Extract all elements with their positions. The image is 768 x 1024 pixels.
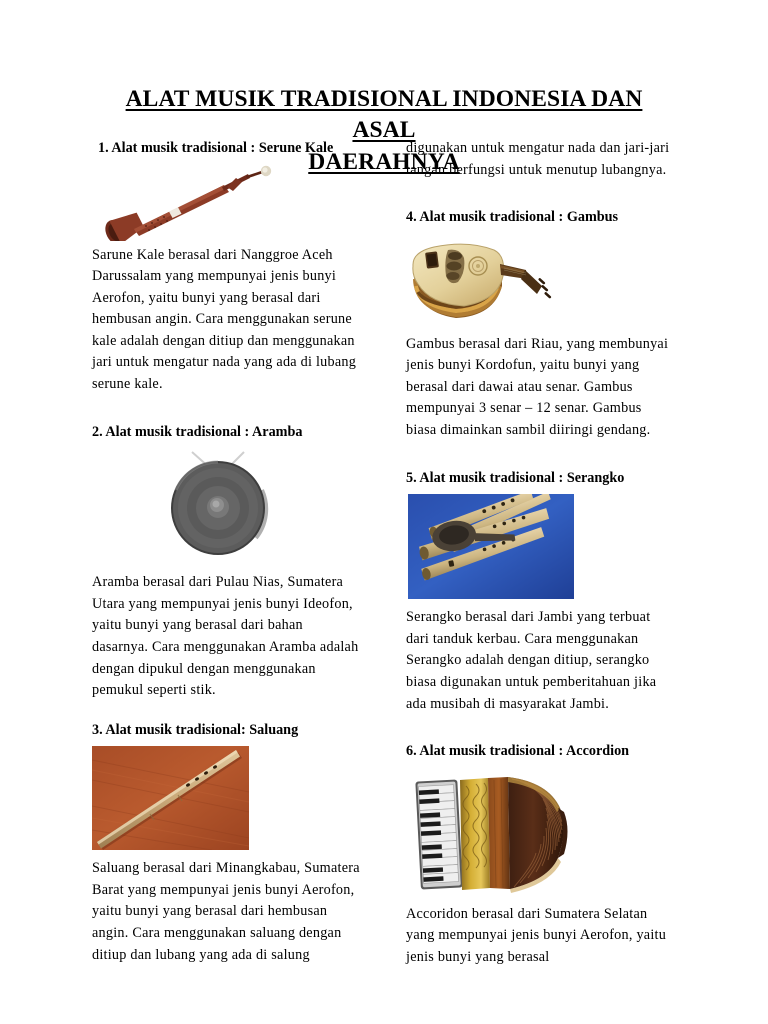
section-serangko [406,468,674,715]
aramba-image [132,450,318,566]
spacer [92,702,362,720]
section-body-accordion: Accoridon berasal dari Sumatera Selatan yang mempunyai jenis bunyi Aerofon, yaitu jenis bunyi yang berasal [406,905,667,965]
saluang-image [92,746,249,850]
section-body-aramba: Aramba berasal dari Pulau Nias, Sumatera Utara yang mempunyai jenis bunyi Ideofon, yaitu bunyi yang berasal dari bahan dasarnya. Cara menggunakan Aramba adalah dengan dipukul dengan menggunakan pemukul seperti stik. [92,574,359,699]
section-body-saluang: Saluang berasal dari Minangkabau, Sumatera Barat yang mempunyai jenis bunyi Aerofon, yaitu bunyi yang berasal dari hembusan angin. Cara menggunakan saluang dengan ditiup dan lubang yang ada di salung [92,860,360,963]
section-heading-serune-kale: 1. Alat musik tradisional : Serune Kale [98,140,334,156]
gambus-image [408,234,558,326]
section-heading-aramba: 2. Alat musik tradisional : Aramba [92,423,303,440]
spacer [406,181,674,207]
spacer [92,396,362,422]
spacer [406,442,674,468]
serune-kale-image [96,165,282,241]
section-heading-gambus: 4. Alat musik tradisional : Gambus [406,209,619,226]
section-body-serangko: Serangko berasal dari Jambi yang terbuat dari tanduk kerbau. Cara menggunakan Serangko adalah dengan ditiup, serangko biasa digunakan untuk pemberitahuan jika ada musibah di masyarakat Jambi. [406,609,657,712]
page-title-line-1: ALAT MUSIK TRADISIONAL INDONESIA DAN ASAL [125,86,643,144]
section-aramba [92,422,362,702]
section-heading-accordion: 6. Alat musik tradisional : Accordion [406,743,630,760]
serangko-image [408,494,574,599]
section-accordion [406,741,674,968]
page-title-line-2: DAERAHNYA [308,148,460,175]
section-serune-kale [92,138,362,396]
section-saluang [92,720,362,966]
section-body-serune-kale: Sarune Kale berasal dari Nanggroe Aceh Darussalam yang mempunyai jenis bunyi Aerofon, yaitu bunyi yang berasal dari hembusan angin. Cara menggunakan serune kale adalah dengan ditiup dan menggunakan jari untuk mengatur nada yang ada di lubang serune kale. [92,246,357,393]
section-heading-serangko: 5. Alat musik tradisional : Serangko [406,469,625,486]
section-body-gambus: Gambus berasal dari Riau, yang membunyai jenis bunyi Kordofun, yaitu bunyi yang berasal dari dawai atau senar. Gambus mempunyai 3 senar – 12 senar. Gambus biasa dimainkan sambil diiringi gendang. [406,335,669,439]
right-column [406,138,674,968]
accordion-image [408,768,584,896]
continuation-paragraph: digunakan untuk mengatur nada dan jari-jari tangan berfungsi untuk menutup lubangnya. [406,140,670,178]
left-column [92,138,362,966]
section-gambus [406,207,674,441]
spacer [406,715,674,741]
section-heading-saluang: 3. Alat musik tradisional: Saluang [92,721,299,738]
